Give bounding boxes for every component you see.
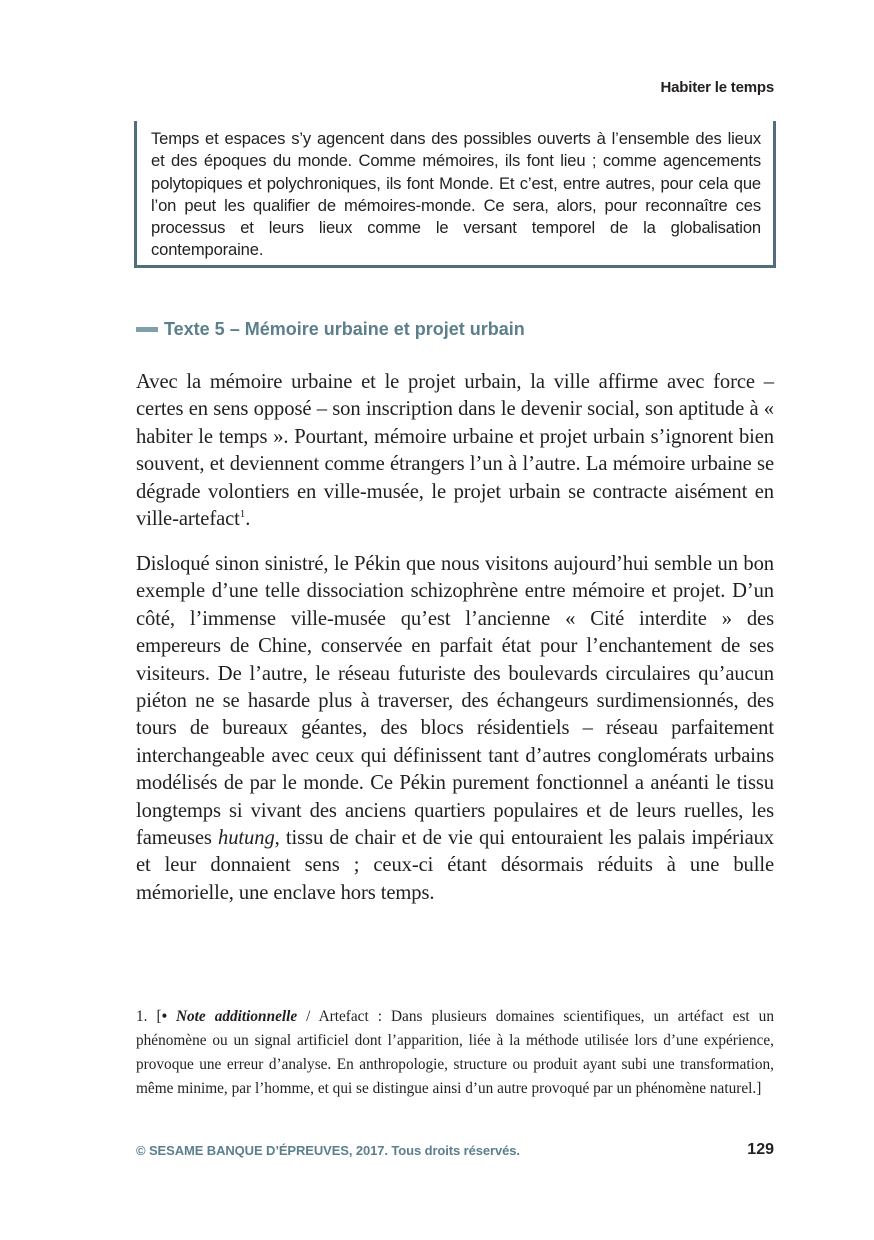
footnote-label: • Note additionnelle: [161, 1008, 298, 1025]
paragraph-2-end: , tissu de chair et de vie qui entouraient les palais impériaux et leur donnaient sens ; ceux-ci étant désormais réduits à une bulle mémorielle, une enclave hors temps.: [136, 827, 774, 904]
section-heading-text: Texte 5 – Mémoire urbaine et projet urbain: [164, 319, 525, 339]
section-heading: [136, 319, 525, 340]
quote-box: [134, 121, 776, 268]
footnote-text: / Artefact : Dans plusieurs domaines scientifiques, un artéfact est un phénomène ou un signal artificiel dont l’apparition, liée à la méthode utilisée lors d’une expérience, provoque une erreur d’analyse. En anthropologie, structure ou produit ayant subi une transformation, même minime, par l’homme, et qui se distingue ainsi d’un autre provoqué par un phénomène naturel.]: [136, 1008, 774, 1098]
heading-dash-icon: [136, 327, 158, 332]
quote-text: Temps et espaces s’y agencent dans des possibles ouverts à l’ensemble des lieux et des époques du monde. Comme mémoires, ils font lieu ; comme agencements polytopiques et polychroniques, ils font Monde. Et c’est, entre autres, pour cela que l’on peut les qualifier de mémoires-monde. Ce sera, alors, pour reconnaître ces processus et leurs lieux comme le versant temporel de la globalisation contemporaine.: [151, 129, 761, 260]
running-header: Habiter le temps: [660, 79, 774, 96]
footnote-reference[interactable]: 1: [239, 508, 246, 521]
paragraph-1: [136, 369, 774, 533]
paragraph-1-text: Avec la mémoire urbaine et le projet urbain, la ville affirme avec force – certes en sens opposé – son inscription dans le devenir social, son aptitude à « habiter le temps ». Pourtant, mémoire urbaine et projet urbain s’ignorent bien souvent, et deviennent comme étrangers l’un à l’autre. La mémoire urbaine se dégrade volontiers en ville-musée, le projet urbain se contracte aisément en ville-artefact: [136, 371, 774, 531]
paragraph-2-text: Disloqué sinon sinistré, le Pékin que nous visitons aujourd’hui semble un bon exemple d’une telle dissociation schizophrène entre mémoire et projet. D’un côté, l’immense ville-musée qu’est l’ancienne « Cité interdite » des empereurs de Chine, conservée en parfait état pour l’enchantement de ses visiteurs. De l’autre, le réseau futuriste des boulevards circulaires qu’aucun piéton ne se hasarde plus à traverser, des échangeurs surdimensionnés, des tours de bureaux géantes, des blocs résidentiels – réseau parfaitement interchangeable avec ceux qui définissent tant d’autres conglomérats urbains modélisés de par le monde. Ce Pékin purement fonctionnel a anéanti le tissu longtemps si vivant des anciens quartiers populaires et de leurs ruelles, les fameuses: [136, 553, 774, 850]
page-number: 129: [747, 1141, 774, 1158]
footnote: [136, 1005, 774, 1101]
footnote-prefix: 1. [: [136, 1008, 162, 1025]
paragraph-1-end: .: [245, 508, 251, 531]
footer-copyright: © SESAME BANQUE D’ÉPREUVES, 2017. Tous droits réservés.: [136, 1143, 520, 1158]
paragraph-2: [136, 551, 774, 907]
paragraph-2-italic-term: hutung: [218, 827, 275, 850]
